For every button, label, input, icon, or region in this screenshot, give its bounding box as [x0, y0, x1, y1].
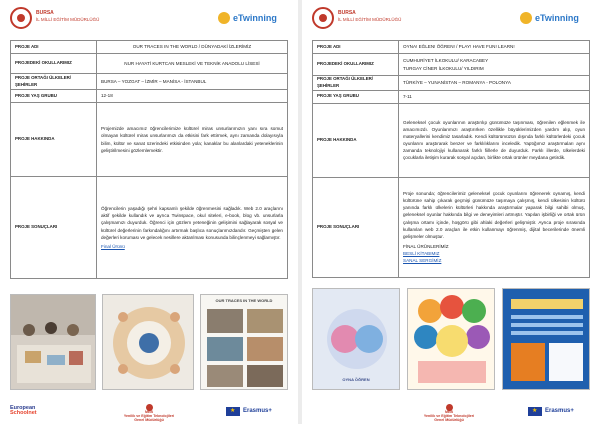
meb-bursa-logo	[10, 6, 100, 32]
about-value: Geleneksel çocuk oyunlarının araştırılıp günümüze taşınması, öğrenilen eğlenmek ile amacımızdı. Oyunlarımızı araştırırken özellikle büyüklerimizden yardım alıp, oyun materyallerini kendimiz tasarladık. Kendi kültürümüzün dışında farklı kültürlerdeki çocuk oyunlarını araştırarak benzer ve farklılıklarını inceledik. Yaptığımız araştırmaları aynı zamanda teknolojiyi kullanarak farklı fiillerle de duyurduk. Farklı illerde, ülkelerdeki çocuklarla iletişim kurarak sosyal açıdan, birlikte ortak ürünler meydana getirdik.	[399, 103, 590, 177]
erasmus-wordmark: Erasmus+	[243, 408, 272, 414]
school-1: CUMHURİYET İLKOKULU/ KARACABEY	[403, 58, 489, 64]
page-footer	[312, 404, 590, 420]
meb-yegitek-logo	[420, 404, 478, 423]
traces-poster-art	[201, 295, 288, 390]
meb-yegitek-logo	[120, 404, 178, 423]
etwinning-star-icon	[218, 12, 230, 24]
traces-poster-caption: OUR TRACES IN THE WORLD	[215, 298, 273, 303]
right-page	[302, 0, 600, 424]
eu-flag-icon	[226, 407, 240, 416]
label-project-name: PROJE ADI	[11, 41, 97, 54]
etwinning-wordmark: eTwinning	[535, 13, 579, 23]
label-about: PROJE HAKKINDA	[11, 103, 97, 177]
virtual-exhibit-link[interactable]: SANAL SERGİMİZ	[403, 258, 442, 264]
left-page	[0, 0, 298, 424]
meb-footer-top: MEB	[445, 410, 453, 414]
age-group-value: 12-18	[97, 90, 288, 103]
erasmus-logo	[226, 407, 288, 417]
meb-footer-line2: Genel Müdürlüğü	[134, 417, 164, 422]
virtual-exhibit-art	[503, 289, 590, 390]
label-results: PROJE SONUÇLARI	[313, 177, 399, 277]
hands-circle-art	[103, 295, 194, 390]
label-age-group: PROJE YAŞ GRUBU	[313, 90, 399, 103]
besli-book-link[interactable]: BESLİ KİTABIMIZ	[403, 250, 440, 256]
hands-circle-photo	[102, 294, 194, 390]
es-line1: European	[10, 405, 36, 411]
results-cell	[97, 177, 288, 279]
results-value: Proje sonunda; öğrencilerimiz geleneksel çocuk oyunlarını öğrenerek oynamış, kendi kültürüne sahip çıkarak geçmişi günümüze taşımaya çalışmış, kendi ülkesinin kültürü yanında farklı ülkelerin kültürleri hakkında araştırmalar yaparak bilgi sahibi olmuş, geleneksel oyunlar hakkında bilgi ve deneyimleri artmıştır. Yapılan işbirliği ve ortak ürün çalışma ortamı içinde, hoşgörü gibi ahlaki değerleri gelişmiştir. Ayrıca proje sırasında kullanılan web 2.0 araçları ile etkin kullanmayı öğrenmiş, dijital becerilerinde önemli gelişmeler olmuştur.	[403, 191, 585, 239]
meb-footer-top: MEB	[145, 410, 153, 414]
schools-value: NUR HAYATİ KURTCAN MESLEKİ VE TEKNİK ANADOLU LİSESİ	[97, 54, 288, 74]
eu-flag-icon	[528, 407, 542, 416]
project-name-value: OUR TRACES IN THE WORLD / DÜNYADAKİ İZLERİMİZ	[97, 41, 288, 54]
page-header	[312, 6, 590, 32]
page-footer	[10, 404, 288, 420]
meb-footer-line1: Yenilik ve Eğitim Teknolojileri	[123, 413, 175, 418]
traces-poster	[200, 294, 288, 390]
meb-logo-line2: İL MİLLİ EĞİTİM MÜDÜRLÜĞÜ	[36, 17, 100, 22]
school-2: TURGAY CİNER İLKOKULU/ YILDIRIM	[403, 65, 484, 71]
about-value: Projemizde amacımız öğrencilerimize kültürel miras unsurlarımızın yanı sıra somut olmayan kültürel miras unsurlarımızı da etkisini fark ettirmek, aynı zamanda dolayısıyla bilim, kültür ve sanat üzerindeki etkisinden yola; kanaklar bu alanlardaki yeteneklerinin geliştirilmesini gözlemlemektir.	[97, 103, 288, 177]
european-schoolnet-logo	[10, 405, 70, 419]
meb-logo-line1: BURSA	[338, 10, 356, 16]
label-partners: PROJE ORTAĞI ÜLKELER/ŞEHİRLER	[313, 76, 399, 91]
photo-row-right	[312, 288, 590, 390]
label-partners: PROJE ORTAĞI ÜLKELER/ŞEHİRLER	[11, 74, 97, 90]
oyna-poster	[312, 288, 400, 390]
schools-cell	[399, 54, 590, 76]
meb-seal-icon	[10, 7, 32, 29]
students-photo	[10, 294, 96, 390]
etwinning-wordmark: eTwinning	[233, 13, 277, 23]
photo-row-left	[10, 294, 288, 390]
project-table-left	[10, 40, 288, 279]
label-age-group: PROJE YAŞ GRUBU	[11, 90, 97, 103]
hands-art-photo	[407, 288, 495, 390]
meb-bursa-logo	[312, 6, 402, 32]
project-table-right	[312, 40, 590, 278]
final-product-link[interactable]: Final Ürünü	[101, 243, 125, 249]
meb-footer-line1: Yenilik ve Eğitim Teknolojileri	[423, 413, 475, 418]
partners-value: TÜRKİYE – YUNANİSTAN – ROMANYA - POLONYA	[399, 76, 590, 91]
label-results: PROJE SONUÇLARI	[11, 177, 97, 279]
virtual-exhibit-poster	[502, 288, 590, 390]
meb-seal-icon	[312, 7, 334, 29]
project-name-value: OYNA! EĞLEN! ÖĞREN! / PLAY! HAVE FUN! LEARN!	[399, 41, 590, 54]
etwinning-logo	[218, 10, 288, 28]
label-schools: PROJEDEKİ OKULLARIMIZ	[313, 54, 399, 76]
partners-value: BURSA – YOZGAT – İZMİR – MANİSA - İSTANBUL	[97, 74, 288, 90]
label-project-name: PROJE ADI	[313, 41, 399, 54]
age-group-value: 7-11	[399, 90, 590, 103]
hands-art	[408, 289, 495, 390]
results-value: Öğrencilerin yaşadığı şehri kapsamlı şekilde öğrenmesini sağladık. Web 2.0 araçlarını aktif şekilde kullandık ve ayrıca Twinspace, okul siteleri, e-book, blog vb. unsurlarla çalışmamızı duyurduk. Öğrenci için gözlem yeteneğinin gelişimini sağlayarak sosyal ve kültürel değerlerinin farkındalığını artırmak başlıca sonuçlarımızdandır. Geçmişten gelen değerleri koruması ve gelecek nesillere aktarılması konusunda bilinçlenmeyi sağlamıştır.	[101, 206, 283, 240]
label-schools: PROJEDEKİ OKULLARIMIZ	[11, 54, 97, 74]
es-line2: Schoolnet	[10, 410, 37, 416]
label-about: PROJE HAKKINDA	[313, 103, 399, 177]
oyna-poster-text: OYNA ÖĞREN	[342, 377, 370, 382]
etwinning-logo	[520, 10, 590, 28]
meb-footer-line2: Genel Müdürlüğü	[434, 417, 464, 422]
page-header	[10, 6, 288, 32]
results-cell	[399, 177, 590, 277]
students-photo-art	[11, 295, 96, 390]
erasmus-logo	[528, 407, 590, 417]
etwinning-star-icon	[520, 12, 532, 24]
final-products-title: FİNAL ÜRÜNLERİMİZ	[403, 243, 449, 249]
oyna-poster-art	[313, 289, 400, 390]
erasmus-wordmark: Erasmus+	[545, 408, 574, 414]
meb-logo-line2: İL MİLLİ EĞİTİM MÜDÜRLÜĞÜ	[338, 17, 402, 22]
meb-logo-line1: BURSA	[36, 10, 54, 16]
